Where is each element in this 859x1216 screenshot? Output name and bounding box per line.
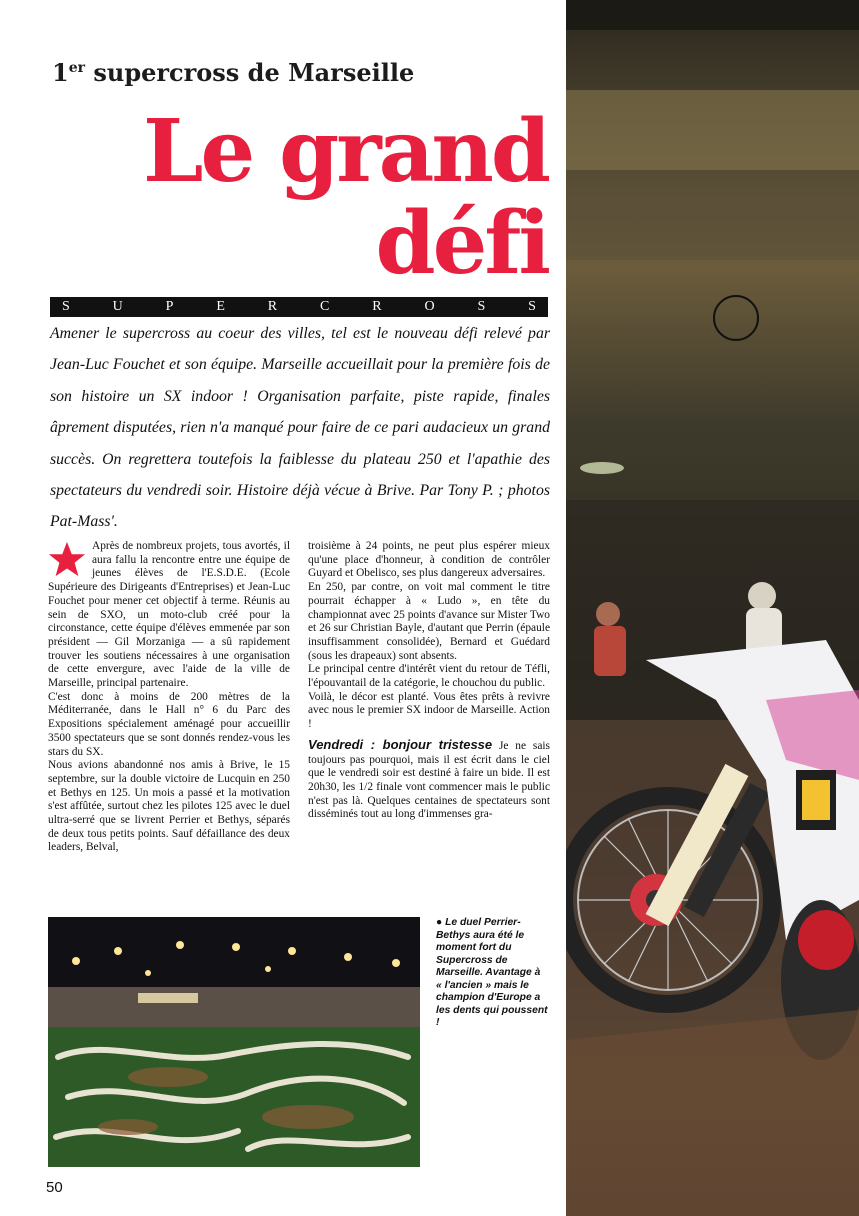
kicker-number: 1	[52, 58, 69, 87]
col2-paragraph-3: Le principal centre d'intérêt vient du retour de Téfli, l'épouvantail de la catégorie, le chouchou du public.	[308, 663, 550, 690]
section-band	[50, 297, 548, 317]
band-letter: C	[320, 299, 330, 314]
rider-illustration	[566, 0, 859, 1216]
band-letter: U	[112, 299, 123, 314]
headline-line-1: Le grand	[143, 101, 548, 202]
intro-paragraph: Amener le supercross au coeur des villes, tel est le nouveau défi relevé par Jean-Luc Fouchet et son équipe. Marseille accueillait pour la première fois de son histoire un SX indoor ! Organisation parfaite, piste rapide, finales âprement disputées, rien n'a manqué pour faire de ce pari audacieux un grand succès. On regrettera toutefois la faiblesse du plateau 250 et l'apathie des spectateurs du vendredi soir. Histoire déjà vécue à Brive. Par Tony P. ; photos Pat-Mass'.	[50, 325, 550, 531]
band-letter: S	[62, 299, 70, 314]
col2-paragraph-5	[308, 738, 550, 822]
arena-track-photo	[48, 917, 420, 1167]
page-number: 50	[46, 1179, 63, 1196]
article-column-2	[308, 540, 550, 822]
col2-paragraph-4: Voilà, le décor est planté. Vous êtes prêts à revivre avec nous le premier SX indoor de Marseille. Action !	[308, 690, 550, 731]
col1-paragraph-3: Nous avions abandonné nos amis à Brive, le 15 septembre, sur la double victoire de Lucquin en 250 et Bethys en 125. Un mois a passé et la motivation s'est affûtée, surtout chez les pilotes 125 avec le duel ultra-serré que se livrent Perrier et Bethys, séparés de deux tous petits points. Sauf défaillance des deux leaders, Belval,	[48, 759, 290, 854]
col1-paragraph-2: C'est donc à moins de 200 mètres de la Méditerranée, dans le Hall n° 6 du Parc des Expositions spécialement aménagé pour accueillir 3500 spectateurs que se sont donnés rendez-vous les stars du SX.	[48, 690, 290, 758]
kicker-text: supercross de Marseille	[85, 58, 415, 87]
col2-paragraph-1: troisième à 24 points, ne peut plus espérer mieux qu'une place d'honneur, à condition de contrôler Guyard et Obelisco, ses plus dangereux adversaires.	[308, 540, 550, 580]
col1-paragraph-1: Après de nombreux projets, tous avortés, il aura fallu la rencontre entre une équipe de jeunes élèves de l'E.S.D.E. (Ecole Supérieure des Dirigeants d'Entreprises) et Jean-Luc Fouchet pour mener cet objectif à terme. Réunis au sein de SXO, un moto-club créé pour la circonstance, cette équipe d'élèves emmenée par son président — Gil Morzaniga — a sû rapidement trouver les soutiens nécessaires à une organisation de cette envergure, avec l'aide de la ville de Marseille, principal partenaire.	[48, 540, 290, 690]
band-letter: S	[528, 299, 536, 314]
band-letter: S	[477, 299, 486, 314]
motocross-rider-photo	[566, 0, 859, 1216]
subheading-text: Je ne sais toujours pas pourquoi, mais il est écrit dans le ciel que le vendredi soir est destiné à faire un bide. Il est 20h30, les 1/2 finale vont commencer mais le public n'est pas là. Quelques centaines de spectateurs sont disséminés tout au long d'immenses gra-	[308, 739, 550, 821]
headline-line-2: défi	[375, 193, 548, 294]
band-letter: R	[267, 299, 278, 314]
band-letter: P	[165, 299, 174, 314]
band-letter: O	[424, 299, 435, 314]
subheading: Vendredi : bonjour tristesse	[308, 736, 493, 752]
article-column-1	[48, 540, 290, 855]
kicker-superscript: er	[68, 60, 85, 76]
arena-illustration	[48, 917, 420, 1167]
photo-caption: ● Le duel Perrier-Bethys aura été le moment fort du Supercross de Marseille. Avantage à « l'ancien » mais le champion d'Europe a les dents qui poussent !	[436, 917, 548, 1028]
headline	[28, 101, 548, 294]
kicker-title	[52, 58, 532, 87]
star-icon	[48, 540, 86, 578]
band-letter: R	[372, 299, 382, 314]
band-letter: E	[216, 299, 225, 314]
col2-paragraph-2: En 250, par contre, on voit mal comment le titre pourrait échapper à « Ludo », en tête du championnat avec 25 points d'avance sur Mister Two et 26 sur Christian Bayle, d'autant que Perrin (épaule insuffisamment consolidée), Bernard et Guédard (sous les drapeaux) sont absents.	[308, 581, 550, 662]
